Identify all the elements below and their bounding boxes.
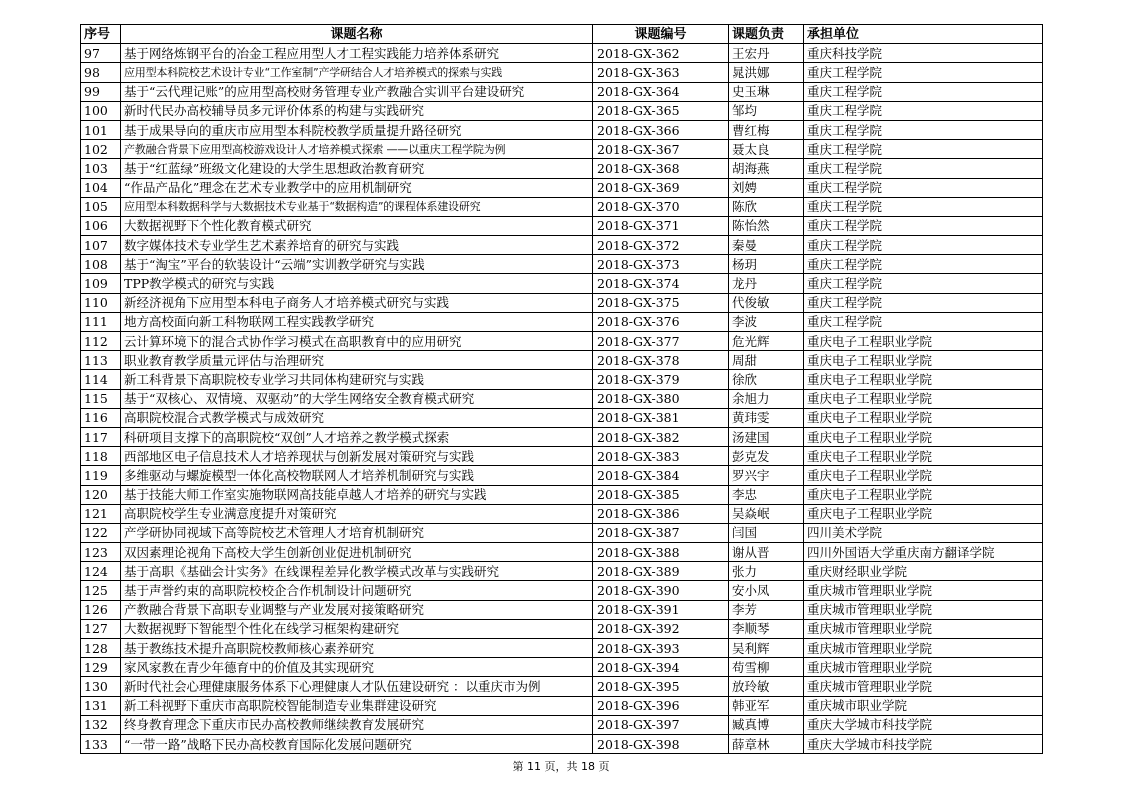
row-leader: 聂太良 [729,140,804,159]
project-table-container [80,24,1042,754]
row-code: 2018-GX-368 [593,159,729,178]
row-code: 2018-GX-389 [593,562,729,581]
table-row [81,159,1043,178]
row-title: 产学研协同视域下高等院校艺术管理人才培育机制研究 [121,523,593,542]
row-title: 大数据视野下个性化教育模式研究 [121,216,593,235]
row-title: 基于声誉约束的高职院校校企合作机制设计问题研究 [121,581,593,600]
row-unit: 四川外国语大学重庆南方翻译学院 [804,543,1043,562]
row-title: 应用型本科院校艺术设计专业“工作室制”产学研结合人才培养模式的探索与实践 [121,63,593,82]
row-num: 129 [81,658,121,677]
row-title: 高职院校混合式教学模式与成效研究 [121,408,593,427]
table-row [81,120,1043,139]
row-title: 产教融合背景下高职专业调整与产业发展对接策略研究 [121,600,593,619]
row-leader: 徐欣 [729,370,804,389]
row-title: 数字媒体技术专业学生艺术素养培育的研究与实践 [121,236,593,255]
row-unit: 重庆工程学院 [804,197,1043,216]
row-num: 119 [81,466,121,485]
row-leader: 史玉琳 [729,82,804,101]
row-leader: 李波 [729,312,804,331]
row-unit: 重庆电子工程职业学院 [804,504,1043,523]
row-leader: 杨玥 [729,255,804,274]
row-leader: 罗兴宇 [729,466,804,485]
row-code: 2018-GX-384 [593,466,729,485]
row-num: 133 [81,734,121,753]
row-code: 2018-GX-372 [593,236,729,255]
header-num: 序号 [81,25,121,44]
row-title: 双因素理论视角下高校大学生创新创业促进机制研究 [121,543,593,562]
table-row [81,255,1043,274]
table-row [81,408,1043,427]
row-unit: 重庆城市管理职业学院 [804,581,1043,600]
row-code: 2018-GX-373 [593,255,729,274]
row-leader: 邹均 [729,101,804,120]
row-num: 128 [81,639,121,658]
row-unit: 重庆工程学院 [804,178,1043,197]
row-code: 2018-GX-392 [593,619,729,638]
row-title: 新工科视野下重庆市高职院校智能制造专业集群建设研究 [121,696,593,715]
row-unit: 重庆城市管理职业学院 [804,619,1043,638]
table-row [81,332,1043,351]
row-title: 基于“红蓝绿”班级文化建设的大学生思想政治教育研究 [121,159,593,178]
table-row [81,63,1043,82]
table-row [81,715,1043,734]
header-leader: 课题负责 [729,25,804,44]
row-title: 基于网络炼钢平台的冶金工程应用型人才工程实践能力培养体系研究 [121,44,593,63]
table-row [81,658,1043,677]
row-title: 多维驱动与螺旋模型一体化高校物联网人才培养机制研究与实践 [121,466,593,485]
row-unit: 重庆城市职业学院 [804,696,1043,715]
row-unit: 重庆财经职业学院 [804,562,1043,581]
row-unit: 重庆电子工程职业学院 [804,332,1043,351]
row-unit: 重庆大学城市科技学院 [804,734,1043,753]
table-row [81,447,1043,466]
row-unit: 重庆电子工程职业学院 [804,351,1043,370]
row-code: 2018-GX-387 [593,523,729,542]
row-title: 产教融合背景下应用型高校游戏设计人才培养模式探索 ——以重庆工程学院为例 [121,140,593,159]
row-code: 2018-GX-376 [593,312,729,331]
row-unit: 重庆工程学院 [804,101,1043,120]
table-row [81,178,1043,197]
table-row [81,293,1043,312]
table-row [81,370,1043,389]
table-row [81,101,1043,120]
row-unit: 重庆工程学院 [804,63,1043,82]
table-row [81,236,1043,255]
row-leader: 吴焱岷 [729,504,804,523]
table-row [81,140,1043,159]
row-num: 114 [81,370,121,389]
row-code: 2018-GX-388 [593,543,729,562]
row-title: 基于“云代理记账”的应用型高校财务管理专业产教融合实训平台建设研究 [121,82,593,101]
row-title: 基于“淘宝”平台的软装设计“云端”实训教学研究与实践 [121,255,593,274]
row-title: 大数据视野下智能型个性化在线学习框架构建研究 [121,619,593,638]
row-unit: 重庆电子工程职业学院 [804,447,1043,466]
row-title: 科研项目支撑下的高职院校“双创”人才培养之教学模式探索 [121,427,593,446]
row-code: 2018-GX-374 [593,274,729,293]
row-unit: 重庆城市管理职业学院 [804,600,1043,619]
project-table [80,24,1043,754]
row-code: 2018-GX-362 [593,44,729,63]
row-title: 基于成果导向的重庆市应用型本科院校教学质量提升路径研究 [121,120,593,139]
row-title: 地方高校面向新工科物联网工程实践教学研究 [121,312,593,331]
table-row [81,543,1043,562]
row-code: 2018-GX-397 [593,715,729,734]
row-num: 131 [81,696,121,715]
table-row [81,639,1043,658]
row-code: 2018-GX-377 [593,332,729,351]
row-code: 2018-GX-391 [593,600,729,619]
row-num: 132 [81,715,121,734]
table-row [81,581,1043,600]
row-title: 新经济视角下应用型本科电子商务人才培养模式研究与实践 [121,293,593,312]
row-code: 2018-GX-380 [593,389,729,408]
table-row [81,274,1043,293]
row-unit: 重庆工程学院 [804,120,1043,139]
row-unit: 重庆工程学院 [804,216,1043,235]
row-leader: 薛章林 [729,734,804,753]
row-title: 高职院校学生专业满意度提升对策研究 [121,504,593,523]
row-num: 108 [81,255,121,274]
row-unit: 重庆工程学院 [804,236,1043,255]
row-num: 121 [81,504,121,523]
row-num: 101 [81,120,121,139]
row-leader: 胡海燕 [729,159,804,178]
row-leader: 陈怡然 [729,216,804,235]
row-code: 2018-GX-395 [593,677,729,696]
table-row [81,466,1043,485]
row-num: 100 [81,101,121,120]
row-code: 2018-GX-393 [593,639,729,658]
row-unit: 重庆工程学院 [804,159,1043,178]
row-num: 126 [81,600,121,619]
table-row [81,562,1043,581]
table-header-row [81,25,1043,44]
row-num: 97 [81,44,121,63]
row-code: 2018-GX-371 [593,216,729,235]
row-leader: 陈欣 [729,197,804,216]
row-code: 2018-GX-364 [593,82,729,101]
row-title: 终身教育理念下重庆市民办高校教师继续教育发展研究 [121,715,593,734]
row-code: 2018-GX-386 [593,504,729,523]
table-row [81,619,1043,638]
row-num: 105 [81,197,121,216]
row-code: 2018-GX-398 [593,734,729,753]
row-unit: 重庆工程学院 [804,312,1043,331]
header-title: 课题名称 [121,25,593,44]
row-title: “一带一路”战略下民办高校教育国际化发展问题研究 [121,734,593,753]
row-leader: 吴利辉 [729,639,804,658]
row-unit: 重庆城市管理职业学院 [804,677,1043,696]
header-code: 课题编号 [593,25,729,44]
row-num: 109 [81,274,121,293]
table-row [81,44,1043,63]
row-code: 2018-GX-369 [593,178,729,197]
row-num: 124 [81,562,121,581]
row-num: 107 [81,236,121,255]
row-leader: 李芳 [729,600,804,619]
table-body [81,44,1043,754]
row-num: 99 [81,82,121,101]
row-num: 117 [81,427,121,446]
row-unit: 重庆工程学院 [804,140,1043,159]
row-leader: 放玲敏 [729,677,804,696]
row-leader: 张力 [729,562,804,581]
table-row [81,600,1043,619]
table-row [81,216,1043,235]
row-code: 2018-GX-370 [593,197,729,216]
row-title: 应用型本科数据科学与大数据技术专业基于“数据构造”的课程体系建设研究 [121,197,593,216]
table-row [81,523,1043,542]
row-unit: 重庆城市管理职业学院 [804,639,1043,658]
row-num: 113 [81,351,121,370]
header-unit: 承担单位 [804,25,1043,44]
row-leader: 危光辉 [729,332,804,351]
row-leader: 李顺琴 [729,619,804,638]
row-leader: 李忠 [729,485,804,504]
row-leader: 曹红梅 [729,120,804,139]
row-num: 102 [81,140,121,159]
row-leader: 韩亚军 [729,696,804,715]
row-num: 115 [81,389,121,408]
row-code: 2018-GX-381 [593,408,729,427]
row-leader: 谢从晋 [729,543,804,562]
row-leader: 余旭力 [729,389,804,408]
row-unit: 重庆电子工程职业学院 [804,408,1043,427]
row-leader: 苟雪柳 [729,658,804,677]
row-title: 基于教练技术提升高职院校教师核心素养研究 [121,639,593,658]
row-code: 2018-GX-396 [593,696,729,715]
table-row [81,504,1043,523]
table-row [81,351,1043,370]
table-row [81,197,1043,216]
row-num: 111 [81,312,121,331]
row-title: 云计算环境下的混合式协作学习模式在高职教育中的应用研究 [121,332,593,351]
row-leader: 臧真博 [729,715,804,734]
row-unit: 重庆工程学院 [804,293,1043,312]
row-leader: 安小凤 [729,581,804,600]
row-leader: 晁洪娜 [729,63,804,82]
row-num: 116 [81,408,121,427]
table-row [81,312,1043,331]
row-num: 106 [81,216,121,235]
row-code: 2018-GX-378 [593,351,729,370]
row-num: 118 [81,447,121,466]
table-row [81,82,1043,101]
row-code: 2018-GX-379 [593,370,729,389]
row-unit: 重庆工程学院 [804,274,1043,293]
row-num: 120 [81,485,121,504]
row-code: 2018-GX-390 [593,581,729,600]
row-num: 110 [81,293,121,312]
row-unit: 重庆电子工程职业学院 [804,485,1043,504]
row-code: 2018-GX-383 [593,447,729,466]
row-unit: 重庆电子工程职业学院 [804,427,1043,446]
row-unit: 重庆大学城市科技学院 [804,715,1043,734]
row-leader: 刘娉 [729,178,804,197]
row-num: 125 [81,581,121,600]
row-title: 西部地区电子信息技术人才培养现状与创新发展对策研究与实践 [121,447,593,466]
row-unit: 重庆工程学院 [804,82,1043,101]
row-leader: 闫国 [729,523,804,542]
row-leader: 黄玮雯 [729,408,804,427]
row-leader: 彭克发 [729,447,804,466]
row-num: 112 [81,332,121,351]
row-leader: 周甜 [729,351,804,370]
row-code: 2018-GX-367 [593,140,729,159]
row-leader: 龙丹 [729,274,804,293]
row-unit: 四川美术学院 [804,523,1043,542]
table-row [81,677,1043,696]
row-code: 2018-GX-394 [593,658,729,677]
row-num: 130 [81,677,121,696]
table-row [81,696,1043,715]
row-unit: 重庆科技学院 [804,44,1043,63]
row-code: 2018-GX-363 [593,63,729,82]
row-code: 2018-GX-385 [593,485,729,504]
row-code: 2018-GX-382 [593,427,729,446]
row-unit: 重庆电子工程职业学院 [804,466,1043,485]
row-code: 2018-GX-365 [593,101,729,120]
row-num: 122 [81,523,121,542]
row-num: 104 [81,178,121,197]
row-title: 新时代民办高校辅导员多元评价体系的构建与实践研究 [121,101,593,120]
row-title: 基于“双核心、双情境、双驱动”的大学生网络安全教育模式研究 [121,389,593,408]
row-leader: 秦曼 [729,236,804,255]
row-num: 98 [81,63,121,82]
row-leader: 汤建国 [729,427,804,446]
row-code: 2018-GX-375 [593,293,729,312]
row-title: 家风家教在青少年德育中的价值及其实现研究 [121,658,593,677]
row-title: 新时代社会心理健康服务体系下心理健康人才队伍建设研究 ：以重庆市为例 [121,677,593,696]
row-unit: 重庆城市管理职业学院 [804,658,1043,677]
row-title: 基于高职《基础会计实务》在线课程差异化教学模式改革与实践研究 [121,562,593,581]
row-leader: 王宏丹 [729,44,804,63]
row-title: 基于技能大师工作室实施物联网高技能卓越人才培养的研究与实践 [121,485,593,504]
row-unit: 重庆电子工程职业学院 [804,389,1043,408]
row-title: TPP教学模式的研究与实践 [121,274,593,293]
row-code: 2018-GX-366 [593,120,729,139]
row-title: 职业教育教学质量元评估与治理研究 [121,351,593,370]
table-row [81,389,1043,408]
row-num: 123 [81,543,121,562]
row-leader: 代俊敏 [729,293,804,312]
row-num: 127 [81,619,121,638]
row-unit: 重庆工程学院 [804,255,1043,274]
row-num: 103 [81,159,121,178]
row-title: 新工科背景下高职院校专业学习共同体构建研究与实践 [121,370,593,389]
page-footer: 第 11 页，共 18 页 [512,760,610,773]
row-title: “作品产品化”理念在艺术专业教学中的应用机制研究 [121,178,593,197]
table-row [81,485,1043,504]
table-row [81,427,1043,446]
table-row [81,734,1043,753]
row-unit: 重庆电子工程职业学院 [804,370,1043,389]
